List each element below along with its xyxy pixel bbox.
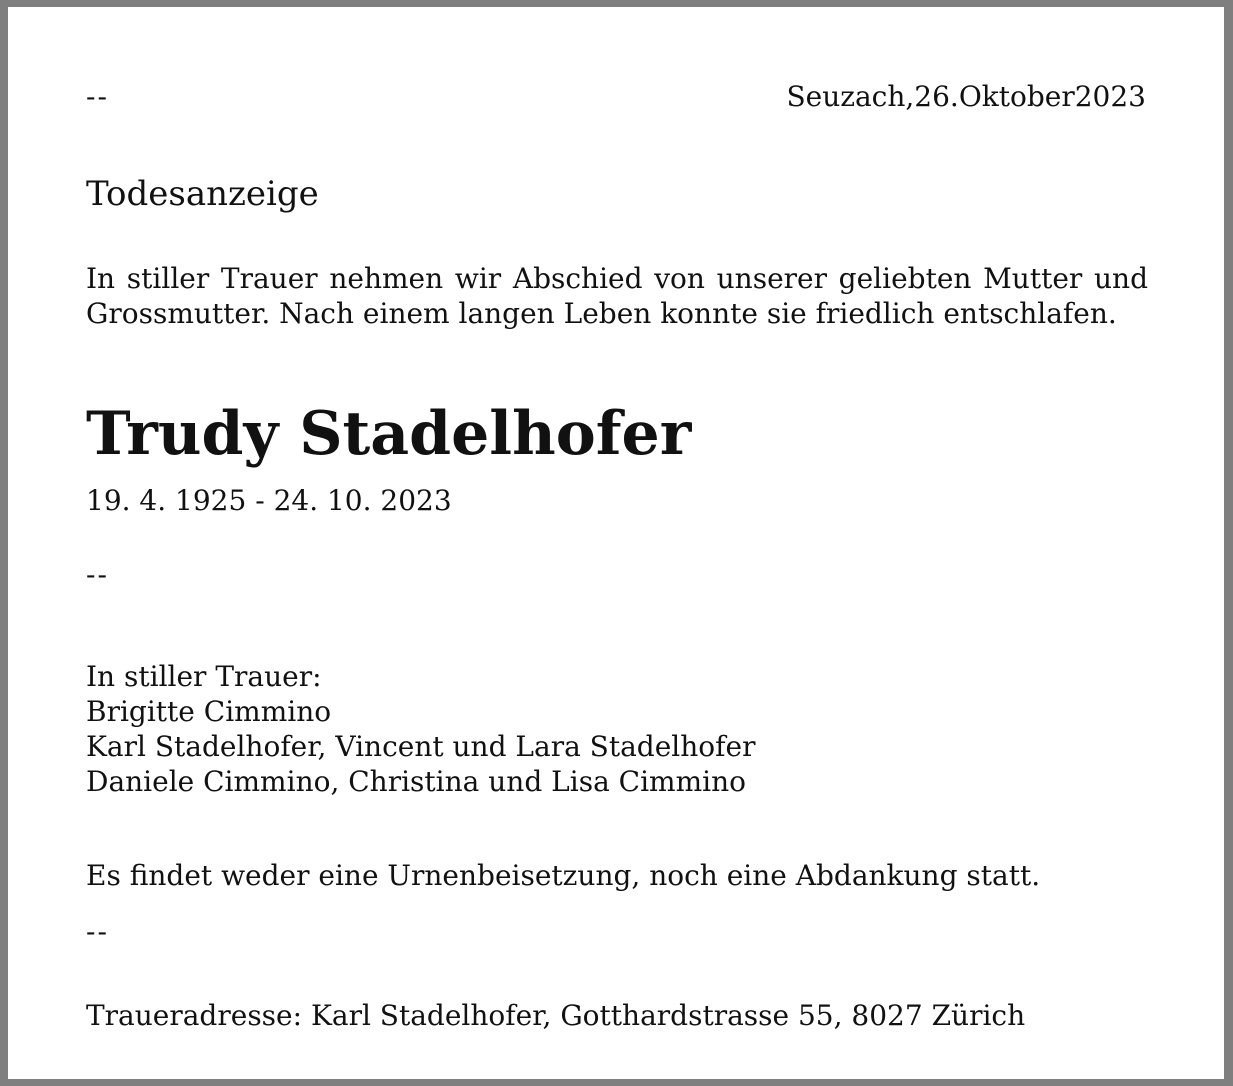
place-date: Seuzach,26.Oktober2023 [786, 80, 1146, 113]
mourner-line: Brigitte Cimmino [86, 695, 332, 728]
mourners-heading: In stiller Trauer: [86, 660, 322, 693]
deceased-dates: 19. 4. 1925 - 24. 10. 2023 [86, 484, 452, 517]
header-separator: -- [86, 80, 109, 113]
mourner-line: Karl Stadelhofer, Vincent und Lara Stadelhofer [86, 730, 756, 763]
section-separator: -- [86, 558, 109, 591]
mourning-address: Traueradresse: Karl Stadelhofer, Gotthardstrasse 55, 8027 Zürich [86, 999, 1026, 1032]
mourners-block [86, 659, 755, 799]
mourner-line: Daniele Cimmino, Christina und Lisa Cimmino [86, 765, 746, 798]
deceased-name: Trudy Stadelhofer [86, 399, 692, 469]
footer-separator: -- [86, 915, 109, 948]
page-title: Todesanzeige [86, 174, 319, 214]
ceremony-notice: Es findet weder eine Urnenbeisetzung, noch eine Abdankung statt. [86, 859, 1041, 892]
intro-paragraph: In stiller Trauer nehmen wir Abschied von unserer geliebten Mutter und Grossmutter. Nach einem langen Leben konnte sie friedlich entschlafen. [86, 262, 1148, 330]
obituary-page [8, 7, 1224, 1079]
